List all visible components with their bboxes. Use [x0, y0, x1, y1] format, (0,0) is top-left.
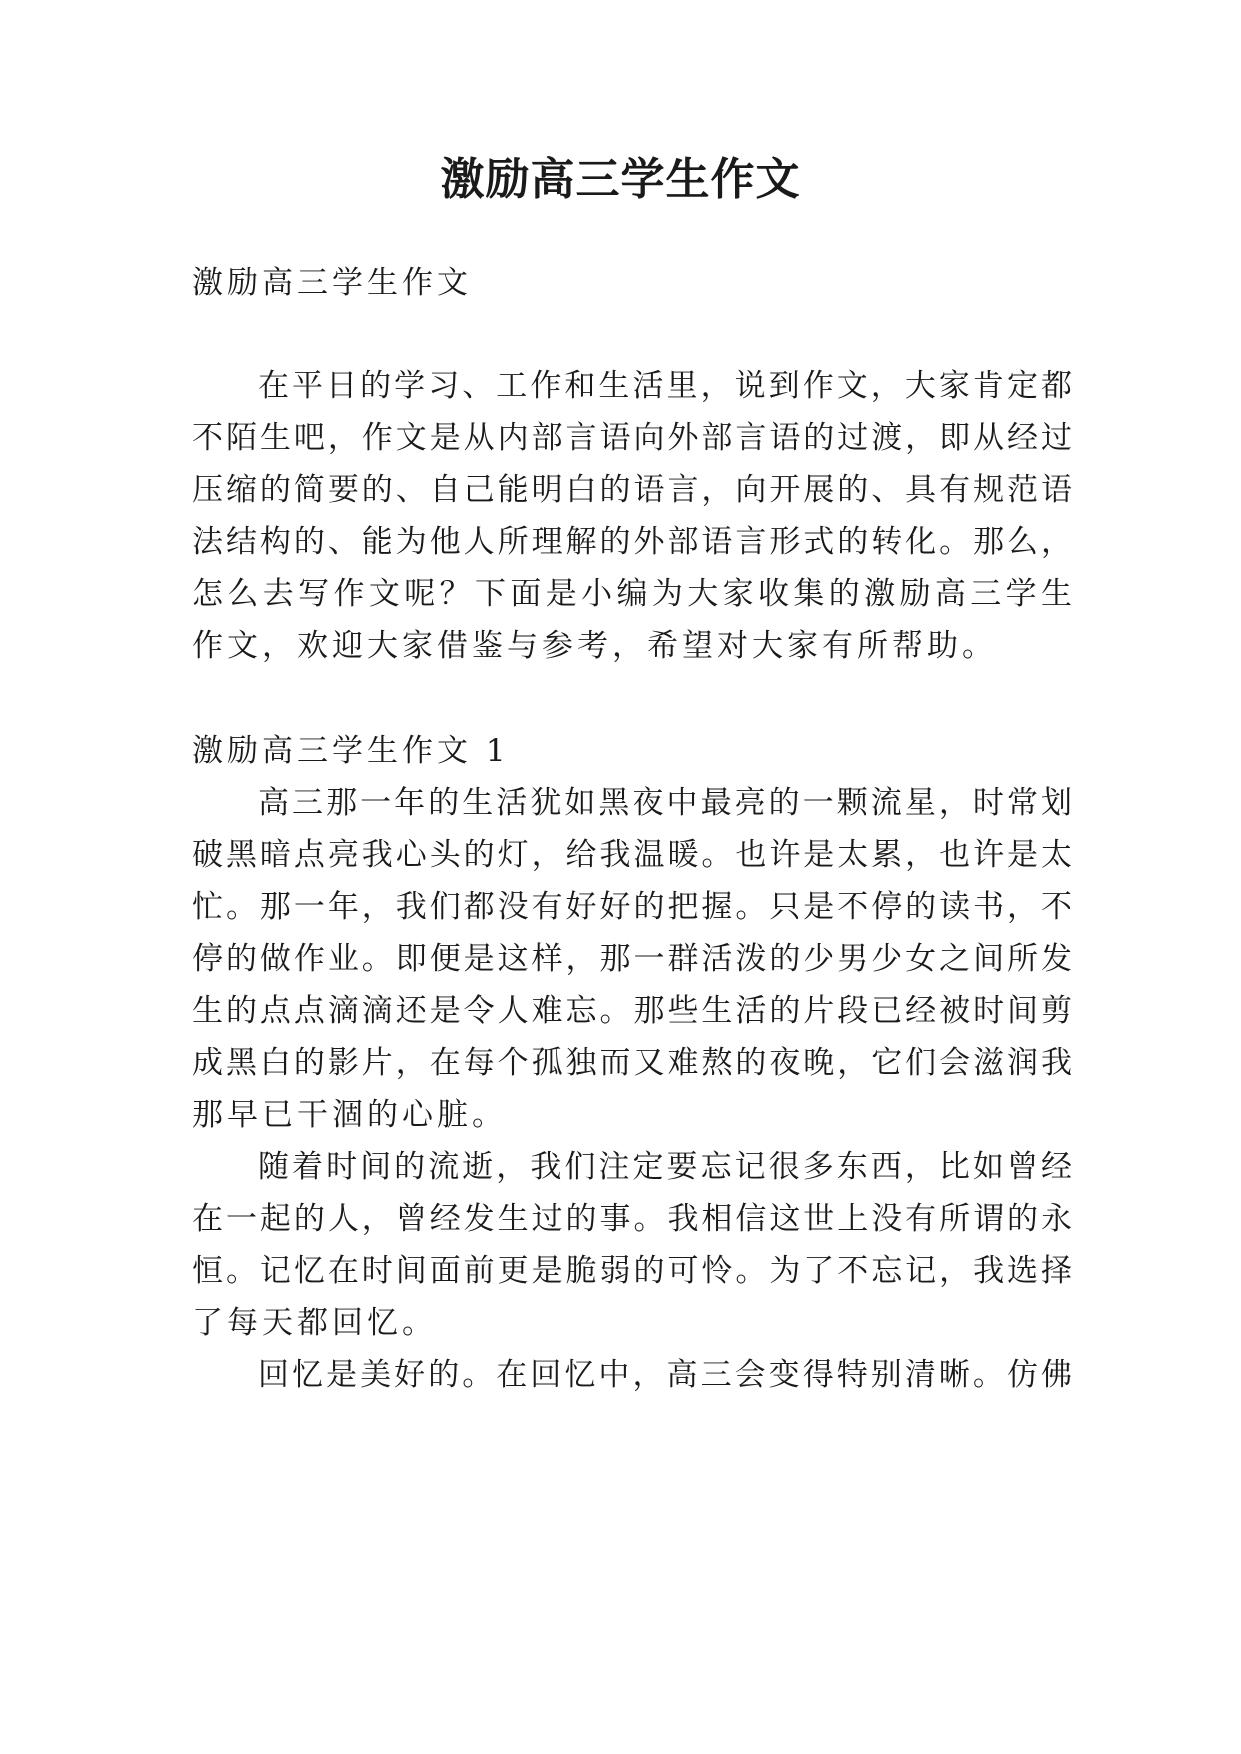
- paragraph-line: 破黑暗点亮我心头的灯，给我温暖。也许是太累，也许是太: [192, 837, 1072, 873]
- intro-line: 不陌生吧，作文是从内部言语向外部言语的过渡，即从经过: [192, 420, 1072, 456]
- intro-line: 在平日的学习、工作和生活里，说到作文，大家肯定都: [258, 368, 1072, 404]
- intro-line: 法结构的、能为他人所理解的外部语言形式的转化。那么，: [192, 524, 1072, 560]
- paragraph-line: 了每天都回忆。: [192, 1305, 437, 1341]
- intro-line: 压缩的简要的、自己能明白的语言，向开展的、具有规范语: [192, 472, 1072, 508]
- paragraph-line: 那早已干涸的心脏。: [192, 1097, 507, 1133]
- paragraph-line: 高三那一年的生活犹如黑夜中最亮的一颗流星，时常划: [258, 785, 1072, 821]
- paragraph-line: 恒。记忆在时间面前更是脆弱的可怜。为了不忘记，我选择: [192, 1253, 1072, 1289]
- paragraph-line: 停的做作业。即便是这样，那一群活泼的少男少女之间所发: [192, 941, 1072, 977]
- paragraph-line: 生的点点滴滴还是令人难忘。那些生活的片段已经被时间剪: [192, 993, 1072, 1029]
- paragraph-line: 成黑白的影片，在每个孤独而又难熬的夜晚，它们会滋润我: [192, 1045, 1072, 1081]
- paragraph-line: 回忆是美好的。在回忆中，高三会变得特别清晰。仿佛: [258, 1357, 1072, 1393]
- section-heading: 激励高三学生作文 1: [192, 733, 510, 769]
- paragraph-line: 在一起的人，曾经发生过的事。我相信这世上没有所谓的永: [192, 1201, 1072, 1237]
- paragraph-line: 忙。那一年，我们都没有好好的把握。只是不停的读书，不: [192, 889, 1072, 925]
- document-heading: 激励高三学生作文: [192, 265, 472, 301]
- intro-line: 作文，欢迎大家借鉴与参考，希望对大家有所帮助。: [192, 628, 997, 664]
- document-title: 激励高三学生作文: [440, 154, 801, 205]
- intro-line: 怎么去写作文呢？下面是小编为大家收集的激励高三学生: [192, 576, 1072, 612]
- paragraph-line: 随着时间的流逝，我们注定要忘记很多东西，比如曾经: [258, 1149, 1072, 1185]
